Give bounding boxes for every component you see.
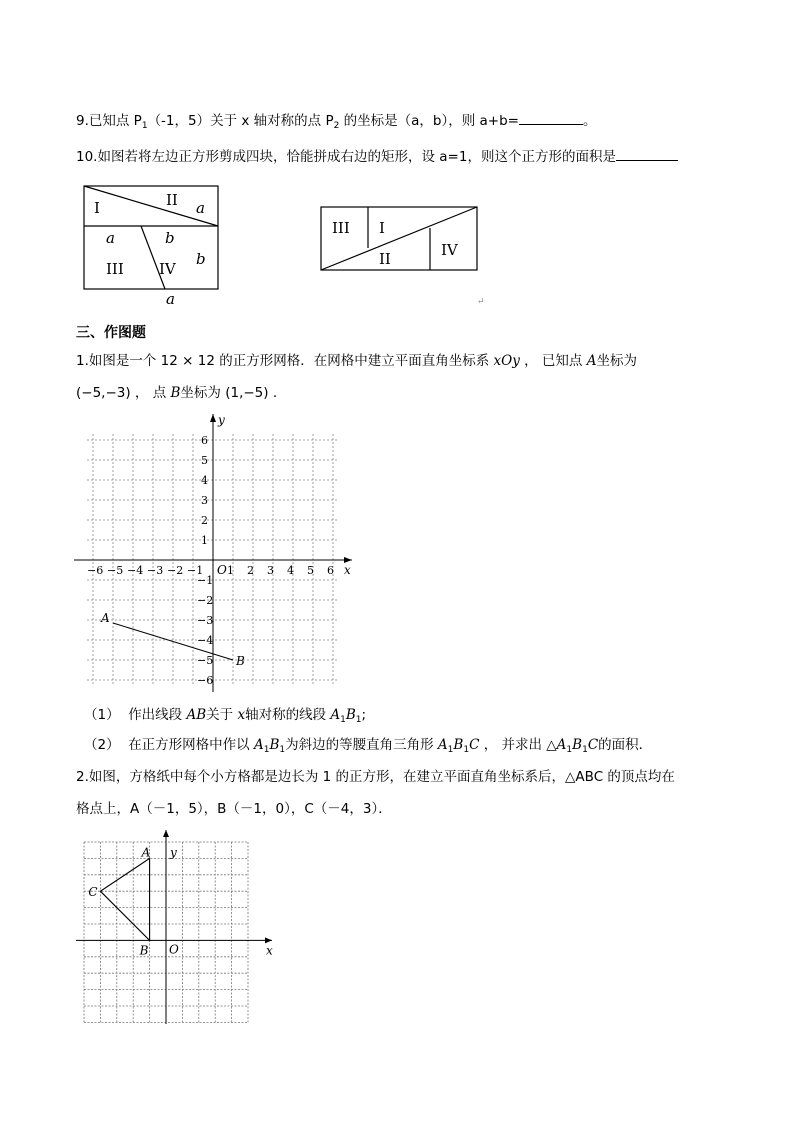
q2-c: C [469,737,480,753]
y-tick-label: −6 [197,674,214,687]
question-10 [76,146,678,166]
problem-1-q2 [84,736,652,759]
x-tick-label: −5 [107,564,124,577]
right-piece-III: III [332,219,350,237]
p1-text-d: (−5,−3) ， 点 [76,385,171,401]
graph-1-label-b: B [236,654,245,668]
problem-2-line-1: 2.如图，方格纸中每个小方格都是边长为 1 的正方形，在建立平面直角坐标系后，△ABC 的顶点均在 [76,769,675,785]
q9-sub1: 1 [141,121,148,131]
graph-1-origin: O [217,563,227,577]
p1-xoy: xOy [493,353,520,369]
q10-number: 10. [76,149,98,165]
x-tick-label: 2 [247,564,254,577]
q10-figure [70,180,510,310]
left-label-b-right: b [196,250,206,268]
x-tick-label: −3 [147,564,164,577]
q2-b2: B [453,737,464,753]
q2-sub4: 1 [463,745,470,755]
x-tick-label: 4 [287,564,294,577]
x-tick-label: −4 [127,564,144,577]
x-tick-label: 1 [227,564,234,577]
q2-a: A [253,737,264,753]
q2-text-b: 为斜边的等腰直角三角形 [285,737,438,753]
right-rectangle [321,207,477,270]
triangle-abc [100,858,149,940]
graph-1-axes [74,414,352,692]
right-piece-IV: IV [441,241,458,259]
y-axis-arrow [163,830,169,837]
y-tick-label: 1 [201,534,208,547]
y-tick-label: 4 [201,474,208,487]
q9-number: 9. [76,113,89,129]
left-piece-IV: IV [159,260,176,278]
q2-c3: C [587,737,599,753]
right-piece-II: II [379,250,391,268]
q2-a3: A [556,737,567,753]
x-tick-label: 3 [267,564,274,577]
p1-text-e: 坐标为 (1,−5) . [180,385,278,401]
y-tick-label: −2 [197,594,214,607]
q1-text-c: 轴对称的线段 [245,707,331,723]
q1-x: x [237,707,246,723]
graph-2-label-a: A [141,845,151,860]
y-tick-label: 5 [201,454,208,467]
y-axis-arrow [210,414,216,422]
left-label-a-right: a [196,199,205,217]
q2-text-c: ， 并求出 △ [479,737,557,753]
return-mark: ↵ [477,297,485,307]
y-tick-label: 6 [201,434,208,447]
q10-answer-blank[interactable] [616,146,678,161]
graph-2-origin: O [169,942,179,957]
q1-end: ; [361,707,367,723]
q9-end: 。 [583,113,597,129]
q1-a: A [330,707,341,723]
graph-2-x-label: x [266,943,273,958]
q9-sub2: 2 [333,121,340,131]
problem-2-line-2: 格点上，A（－1，5），B（－1，0），C（－4，3）． [76,801,392,817]
p1-text-a: 1.如图是一个 12 × 12 的正方形网格．在网格中建立平面直角坐标系 [76,353,494,369]
q1-text-b: 关于 [206,707,238,723]
left-label-a-bottom: a [166,290,175,308]
q2-number: （2） [84,737,120,753]
x-tick-label: −2 [167,564,184,577]
q10-text: 如图若将左边正方形剪成四块，恰能拼成右边的矩形，设 a=1，则这个正方形的面积是 [97,149,616,165]
graph-1-label-a: A [101,611,110,625]
graph-1 [70,410,370,695]
graph-2-y-label: y [170,845,177,860]
q1-b: B [345,707,356,723]
x-tick-label: −1 [187,564,204,577]
x-tick-label: 5 [307,564,314,577]
q2-text-d: 的面积． [598,737,653,753]
y-tick-label: 3 [201,494,208,507]
q2-sub2: 1 [279,745,286,755]
q1-number: （1） [84,707,120,723]
q2-sub3: 1 [447,745,454,755]
x-tick-label: −6 [87,564,104,577]
graph-2-label-c: C [88,885,98,900]
q9-text-c: 的坐标是（a，b），则 a+b= [339,113,519,129]
q9-text-b: （-1，5）关于 x 轴对称的点 P [147,113,334,129]
section-title: 三、作图题 [76,325,146,341]
q2-b: B [269,737,280,753]
right-piece-I: I [379,219,385,237]
left-piece-II: II [166,191,178,209]
left-piece-III: III [106,260,124,278]
graph-2-label-b: B [139,943,149,958]
p1-text-b: ， 已知点 [519,353,587,369]
q1-sub1: 1 [340,715,346,725]
q1-ab: AB [186,707,207,723]
problem-1-q1 [84,706,366,729]
left-label-a-mid: a [106,229,115,247]
p1-text-c: 坐标为 [596,353,637,369]
q2-text-a: 在正方形网格中作以 [128,737,254,753]
x-tick-label: 6 [327,564,334,577]
y-tick-label: −5 [197,654,214,667]
p1-point-b: B [170,385,181,401]
problem-1-line-1 [76,352,637,370]
left-label-b-mid: b [165,229,175,247]
q2-b3: B [572,737,583,753]
graph-2 [70,826,280,1026]
graph-1-x-label: x [344,563,351,577]
q2-sub5: 1 [566,745,573,755]
q2-a2: A [437,737,448,753]
q9-answer-blank[interactable] [519,110,583,125]
problem-1-line-2 [76,384,277,402]
q2-sub1: 1 [263,745,270,755]
y-tick-label: −4 [197,634,214,647]
graph-1-y-label: y [218,413,225,427]
y-tick-label: 2 [201,514,208,527]
q1-sub2: 1 [355,715,362,725]
y-tick-label: −3 [197,614,214,627]
question-9 [76,110,597,135]
y-tick-label: −1 [197,574,214,587]
q2-sub6: 1 [582,745,588,755]
q9-text-a: 已知点 P [88,113,142,129]
p1-point-a: A [586,353,597,369]
q1-text-a: 作出线段 [128,707,187,723]
left-piece-I: I [94,199,100,217]
